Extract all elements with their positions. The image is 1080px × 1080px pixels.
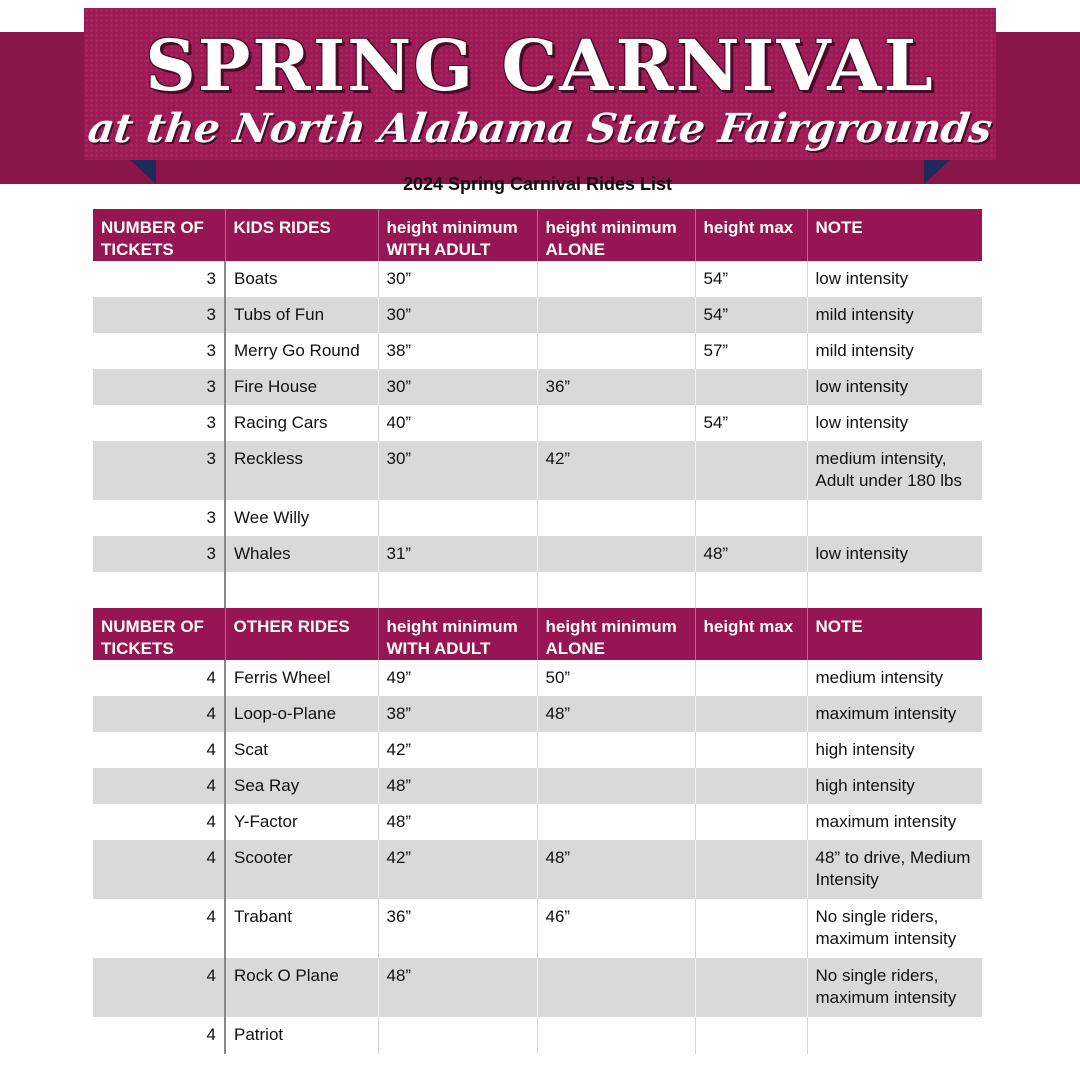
height-min-alone-cell: 48”: [537, 696, 695, 732]
ride-name-cell: Whales: [225, 536, 378, 572]
ride-name-cell: Tubs of Fun: [225, 297, 378, 333]
height-max-cell: 54”: [695, 261, 807, 297]
height-min-alone-cell: [537, 804, 695, 840]
header-banner: [84, 8, 996, 160]
tickets-cell: 4: [206, 668, 216, 687]
height-min-alone-cell: 42”: [537, 441, 695, 500]
tickets-cell: 3: [93, 441, 225, 500]
header-number-of-tickets: NUMBER OF TICKETS: [93, 209, 225, 261]
note-cell: No single riders, maximum intensity: [807, 958, 982, 1017]
height-min-adult-cell: 42”: [378, 840, 537, 899]
table-row: [93, 500, 982, 536]
tickets-cell: 4: [206, 740, 216, 759]
table-row: [93, 297, 982, 333]
height-min-adult-cell: 38”: [378, 696, 537, 732]
height-min-alone-cell: 46”: [537, 899, 695, 958]
table-row: [93, 768, 982, 804]
ride-name-cell: Merry Go Round: [225, 333, 378, 369]
tickets-cell: 4: [93, 768, 225, 804]
height-max-cell: 54”: [695, 405, 807, 441]
rides-table-body: [93, 209, 982, 1054]
note-cell: low intensity: [807, 369, 982, 405]
ride-name-cell: Trabant: [225, 899, 378, 958]
note-cell: [807, 500, 982, 536]
height-max-cell: [695, 804, 807, 840]
tickets-cell: 4: [206, 907, 216, 926]
tickets-cell: 3: [206, 269, 216, 288]
height-max-cell: [695, 369, 807, 405]
height-min-adult-cell: 30”: [378, 297, 537, 333]
note-cell: maximum intensity: [807, 804, 982, 840]
ride-name-cell: Sea Ray: [225, 768, 378, 804]
height-min-alone-cell: [537, 333, 695, 369]
height-min-adult-cell: 42”: [378, 732, 537, 768]
height-max-cell: [695, 1017, 807, 1054]
ride-name-cell: Ferris Wheel: [225, 660, 378, 696]
height-min-alone-cell: [537, 405, 695, 441]
header-note: NOTE: [807, 209, 982, 261]
height-min-alone-cell: 50”: [537, 660, 695, 696]
spacer-cell: [378, 572, 537, 608]
section-spacer-row: [93, 572, 982, 608]
table-row: [93, 840, 982, 899]
height-max-cell: 57”: [695, 333, 807, 369]
height-min-alone-cell: [537, 536, 695, 572]
header-height-min-alone: height minimum ALONE: [537, 209, 695, 261]
ride-name-cell: Wee Willy: [225, 500, 378, 536]
note-cell: medium intensity: [807, 660, 982, 696]
height-min-adult-cell: 48”: [378, 768, 537, 804]
tickets-cell: 3: [93, 297, 225, 333]
tickets-cell: 3: [93, 369, 225, 405]
other-header-row: [93, 608, 982, 660]
height-max-cell: [695, 441, 807, 500]
height-max-cell: [695, 660, 807, 696]
table-row: [93, 369, 982, 405]
note-cell: [807, 1017, 982, 1054]
height-min-alone-cell: [537, 768, 695, 804]
header-ride-name: OTHER RIDES: [225, 608, 378, 660]
note-cell: No single riders, maximum intensity: [807, 899, 982, 958]
note-cell: low intensity: [807, 536, 982, 572]
header-height-max: height max: [695, 608, 807, 660]
height-max-cell: 48”: [695, 536, 807, 572]
ride-name-cell: Scooter: [225, 840, 378, 899]
height-min-adult-cell: [378, 500, 537, 536]
table-row: [93, 333, 982, 369]
height-min-alone-cell: 48”: [537, 840, 695, 899]
height-max-cell: [695, 768, 807, 804]
ride-name-cell: Reckless: [225, 441, 378, 500]
table-row: [93, 804, 982, 840]
page-subtitle: at the North Alabama State Fairgrounds: [85, 105, 995, 152]
height-max-cell: [695, 696, 807, 732]
tickets-cell: 3: [206, 413, 216, 432]
ride-name-cell: Loop-o-Plane: [225, 696, 378, 732]
kids-header-row: [93, 209, 982, 261]
note-cell: high intensity: [807, 768, 982, 804]
height-max-cell: [695, 840, 807, 899]
height-min-alone-cell: [537, 261, 695, 297]
ride-name-cell: Patriot: [225, 1017, 378, 1054]
height-min-adult-cell: 38”: [378, 333, 537, 369]
height-min-adult-cell: 40”: [378, 405, 537, 441]
height-max-cell: [695, 732, 807, 768]
spacer-cell: [93, 572, 225, 608]
header-note: NOTE: [807, 608, 982, 660]
tickets-cell: 4: [93, 696, 225, 732]
page-title: SPRING CARNIVAL: [145, 24, 935, 107]
height-min-alone-cell: [537, 958, 695, 1017]
table-row: [93, 732, 982, 768]
height-min-adult-cell: 48”: [378, 958, 537, 1017]
note-cell: low intensity: [807, 261, 982, 297]
ride-name-cell: Fire House: [225, 369, 378, 405]
height-min-alone-cell: 36”: [537, 369, 695, 405]
height-min-alone-cell: [537, 500, 695, 536]
note-cell: mild intensity: [807, 297, 982, 333]
height-min-alone-cell: [537, 1017, 695, 1054]
height-min-adult-cell: 30”: [378, 369, 537, 405]
table-row: [93, 660, 982, 696]
ride-name-cell: Rock O Plane: [225, 958, 378, 1017]
tickets-cell: 3: [206, 341, 216, 360]
table-row: [93, 696, 982, 732]
height-min-alone-cell: [537, 732, 695, 768]
table-row: [93, 1017, 982, 1054]
spacer-cell: [695, 572, 807, 608]
tickets-cell: 4: [206, 812, 216, 831]
spacer-cell: [807, 572, 982, 608]
note-cell: low intensity: [807, 405, 982, 441]
height-max-cell: 54”: [695, 297, 807, 333]
height-min-alone-cell: [537, 297, 695, 333]
table-row: [93, 899, 982, 958]
height-min-adult-cell: 31”: [378, 536, 537, 572]
height-max-cell: [695, 958, 807, 1017]
rides-table: [93, 209, 982, 1054]
height-min-adult-cell: [378, 1017, 537, 1054]
ride-name-cell: Racing Cars: [225, 405, 378, 441]
height-min-adult-cell: 48”: [378, 804, 537, 840]
table-row: [93, 405, 982, 441]
header-ride-name: KIDS RIDES: [225, 209, 378, 261]
header-height-min-adult: height minimum WITH ADULT: [378, 209, 537, 261]
table-row: [93, 441, 982, 500]
tickets-cell: 4: [93, 840, 225, 899]
height-min-adult-cell: 30”: [378, 441, 537, 500]
note-cell: 48” to drive, Medium Intensity: [807, 840, 982, 899]
header-height-min-adult: height minimum WITH ADULT: [378, 608, 537, 660]
note-cell: maximum intensity: [807, 696, 982, 732]
tickets-cell: 4: [93, 958, 225, 1017]
height-min-adult-cell: 30”: [378, 261, 537, 297]
header-height-max: height max: [695, 209, 807, 261]
header-number-of-tickets: NUMBER OF TICKETS: [93, 608, 225, 660]
note-cell: medium intensity, Adult under 180 lbs: [807, 441, 982, 500]
height-min-adult-cell: 49”: [378, 660, 537, 696]
ride-name-cell: Scat: [225, 732, 378, 768]
table-row: [93, 958, 982, 1017]
ride-name-cell: Y-Factor: [225, 804, 378, 840]
tickets-cell: 3: [206, 508, 216, 527]
table-row: [93, 261, 982, 297]
ride-name-cell: Boats: [225, 261, 378, 297]
tickets-cell: 3: [93, 536, 225, 572]
height-max-cell: [695, 899, 807, 958]
height-max-cell: [695, 500, 807, 536]
table-row: [93, 536, 982, 572]
spacer-cell: [225, 572, 378, 608]
header-height-min-alone: height minimum ALONE: [537, 608, 695, 660]
height-min-adult-cell: 36”: [378, 899, 537, 958]
note-cell: high intensity: [807, 732, 982, 768]
tickets-cell: 4: [206, 1025, 216, 1044]
spacer-cell: [537, 572, 695, 608]
note-cell: mild intensity: [807, 333, 982, 369]
rides-list-title: 2024 Spring Carnival Rides List: [402, 174, 673, 194]
